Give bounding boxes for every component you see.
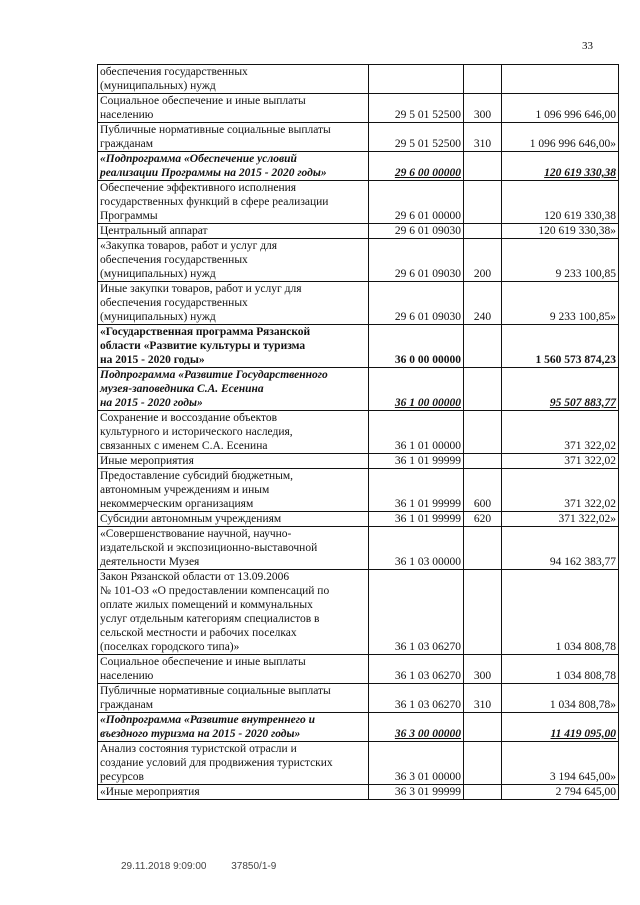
row-code: 36 1 01 99999 xyxy=(369,469,464,512)
row-code: 29 6 00 00000 xyxy=(369,152,464,181)
row-expense-type: 310 xyxy=(464,123,502,152)
row-expense-type: 200 xyxy=(464,239,502,282)
row-name: «Подпрограмма «Обеспечение условий реализации Программы на 2015 - 2020 годы» xyxy=(98,152,369,181)
row-code: 36 1 03 06270 xyxy=(369,570,464,655)
row-name: Обеспечение эффективного исполнения государственных функций в сфере реализации Программы xyxy=(98,181,369,224)
table-row xyxy=(98,527,619,570)
row-amount: 11 419 095,00 xyxy=(502,713,619,742)
row-code: 36 3 01 00000 xyxy=(369,742,464,785)
row-expense-type: 600 xyxy=(464,469,502,512)
row-code: 36 0 00 00000 xyxy=(369,325,464,368)
row-name: Подпрограмма «Развитие Государственного музея-заповедника С.А. Есенина на 2015 - 2020 годы» xyxy=(98,368,369,411)
row-name: Субсидии автономным учреждениям xyxy=(98,512,369,527)
table-row xyxy=(98,224,619,239)
table-row xyxy=(98,684,619,713)
row-code: 36 1 00 00000 xyxy=(369,368,464,411)
footer-doc-id: 37850/1-9 xyxy=(231,861,277,872)
row-expense-type: 300 xyxy=(464,94,502,123)
table-row xyxy=(98,152,619,181)
row-code: 29 6 01 09030 xyxy=(369,239,464,282)
row-amount: 120 619 330,38 xyxy=(502,152,619,181)
row-name: Социальное обеспечение и иные выплаты населению xyxy=(98,655,369,684)
table-row xyxy=(98,94,619,123)
row-amount: 95 507 883,77 xyxy=(502,368,619,411)
row-name: «Иные мероприятия xyxy=(98,785,369,800)
footer-datetime: 29.11.2018 9:09:00 xyxy=(121,861,207,872)
table-row xyxy=(98,325,619,368)
table-row xyxy=(98,282,619,325)
row-amount: 1 096 996 646,00» xyxy=(502,123,619,152)
row-name: обеспечения государственных (муниципальных) нужд xyxy=(98,65,369,94)
budget-table xyxy=(97,64,619,800)
row-expense-type xyxy=(464,785,502,800)
table-row xyxy=(98,469,619,512)
table-row xyxy=(98,368,619,411)
table-row xyxy=(98,713,619,742)
row-expense-type xyxy=(464,65,502,94)
table-row xyxy=(98,65,619,94)
row-code: 29 5 01 52500 xyxy=(369,123,464,152)
row-amount: 9 233 100,85 xyxy=(502,239,619,282)
row-amount: 1 560 573 874,23 xyxy=(502,325,619,368)
row-expense-type xyxy=(464,454,502,469)
row-amount: 371 322,02 xyxy=(502,469,619,512)
row-code: 36 1 03 06270 xyxy=(369,684,464,713)
row-amount: 120 619 330,38» xyxy=(502,224,619,239)
row-name: Закон Рязанской области от 13.09.2006 № 101-ОЗ «О предоставлении компенсаций по оплате жилых помещений и коммунальных услуг отдельным категориям специалистов в сельской местности и рабочих поселках (поселках городского типа)» xyxy=(98,570,369,655)
row-name: Предоставление субсидий бюджетным, автономным учреждениям и иным некоммерческим организациям xyxy=(98,469,369,512)
row-code: 36 1 01 99999 xyxy=(369,454,464,469)
row-name: Сохранение и воссоздание объектов культурного и исторического наследия, связанных с именем С.А. Есенина xyxy=(98,411,369,454)
row-code: 36 1 01 00000 xyxy=(369,411,464,454)
row-name: Иные мероприятия xyxy=(98,454,369,469)
row-amount: 1 034 808,78 xyxy=(502,655,619,684)
row-name: «Государственная программа Рязанской области «Развитие культуры и туризма на 2015 - 2020 годы» xyxy=(98,325,369,368)
row-code: 36 3 00 00000 xyxy=(369,713,464,742)
row-expense-type: 620 xyxy=(464,512,502,527)
row-code: 36 1 03 06270 xyxy=(369,655,464,684)
table-row xyxy=(98,570,619,655)
row-code: 36 1 03 00000 xyxy=(369,527,464,570)
row-amount: 2 794 645,00 xyxy=(502,785,619,800)
row-amount: 371 322,02 xyxy=(502,411,619,454)
row-code: 29 5 01 52500 xyxy=(369,94,464,123)
row-expense-type: 310 xyxy=(464,684,502,713)
table-row xyxy=(98,512,619,527)
row-name: «Подпрограмма «Развитие внутреннего и въездного туризма на 2015 - 2020 годы» xyxy=(98,713,369,742)
row-amount: 1 034 808,78» xyxy=(502,684,619,713)
row-name: Центральный аппарат xyxy=(98,224,369,239)
row-amount: 94 162 383,77 xyxy=(502,527,619,570)
row-name: Публичные нормативные социальные выплаты гражданам xyxy=(98,123,369,152)
row-code: 36 1 01 99999 xyxy=(369,512,464,527)
row-expense-type xyxy=(464,527,502,570)
table-row xyxy=(98,655,619,684)
row-expense-type xyxy=(464,713,502,742)
row-code: 29 6 01 00000 xyxy=(369,181,464,224)
table-row xyxy=(98,411,619,454)
row-code: 29 6 01 09030 xyxy=(369,282,464,325)
row-amount xyxy=(502,65,619,94)
row-expense-type xyxy=(464,742,502,785)
row-expense-type xyxy=(464,570,502,655)
row-expense-type xyxy=(464,411,502,454)
row-amount: 371 322,02» xyxy=(502,512,619,527)
row-expense-type xyxy=(464,368,502,411)
budget-table-body xyxy=(98,65,619,800)
table-row xyxy=(98,239,619,282)
row-name: «Закупка товаров, работ и услуг для обеспечения государственных (муниципальных) нужд xyxy=(98,239,369,282)
row-amount: 1 096 996 646,00 xyxy=(502,94,619,123)
table-row xyxy=(98,785,619,800)
row-code: 29 6 01 09030 xyxy=(369,224,464,239)
row-expense-type xyxy=(464,325,502,368)
row-expense-type xyxy=(464,181,502,224)
table-row xyxy=(98,742,619,785)
row-expense-type xyxy=(464,224,502,239)
row-name: Социальное обеспечение и иные выплаты населению xyxy=(98,94,369,123)
row-code: 36 3 01 99999 xyxy=(369,785,464,800)
row-name: Анализ состояния туристской отрасли и создание условий для продвижения туристских ресурсов xyxy=(98,742,369,785)
row-amount: 9 233 100,85» xyxy=(502,282,619,325)
row-amount: 1 034 808,78 xyxy=(502,570,619,655)
row-expense-type: 300 xyxy=(464,655,502,684)
footer xyxy=(121,861,276,872)
row-code xyxy=(369,65,464,94)
table-row xyxy=(98,454,619,469)
row-name: Публичные нормативные социальные выплаты гражданам xyxy=(98,684,369,713)
row-name: «Совершенствование научной, научно- издательской и экспозиционно-выставочной деятельности Музея xyxy=(98,527,369,570)
row-amount: 3 194 645,00» xyxy=(502,742,619,785)
row-expense-type xyxy=(464,152,502,181)
row-amount: 120 619 330,38 xyxy=(502,181,619,224)
page-number: 33 xyxy=(582,40,593,52)
table-row xyxy=(98,123,619,152)
row-name: Иные закупки товаров, работ и услуг для обеспечения государственных (муниципальных) нужд xyxy=(98,282,369,325)
table-row xyxy=(98,181,619,224)
row-amount: 371 322,02 xyxy=(502,454,619,469)
row-expense-type: 240 xyxy=(464,282,502,325)
